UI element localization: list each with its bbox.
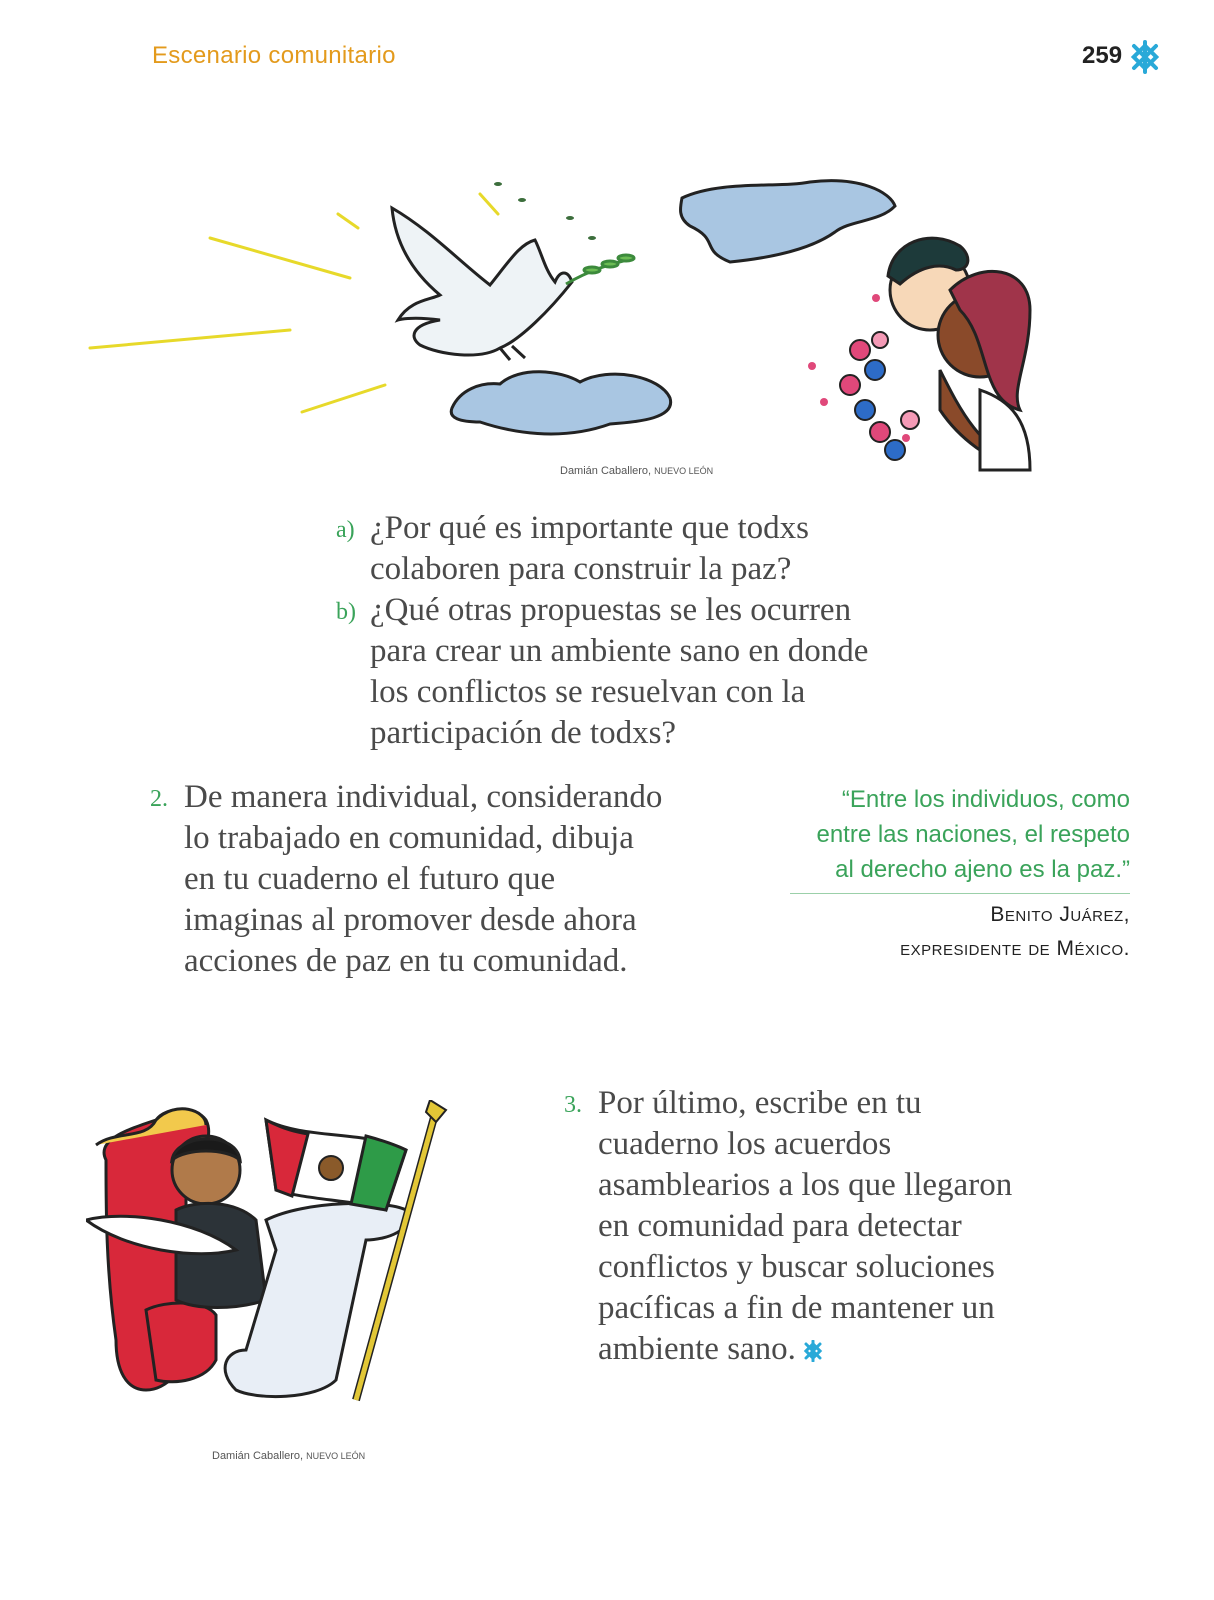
quote-box	[790, 782, 1130, 966]
activity-3: 3. Por último, escribe en tu cuaderno los acuerdos asamblearios a los que llegaron en comunidad para detectar conflictos y buscar soluciones pacíficas a fin de mantener un ambiente sano.	[564, 1085, 1013, 1367]
page-number: 259	[1082, 42, 1123, 69]
children-illustration	[888, 238, 1030, 470]
activity-2-number: 2.	[150, 786, 168, 812]
question-a-label: a)	[336, 517, 355, 543]
quote-author: Benito Juárez,	[990, 903, 1130, 926]
knot-icon	[1128, 40, 1162, 74]
question-b: b) ¿Qué otras propuestas se les ocurren para crear un ambiente sano en donde los conflictos se resuelvan con la participación de todxs?	[336, 592, 869, 751]
image-credit: Damián Caballero, NUEVO LEÓN	[212, 1450, 366, 1462]
juarez-illustration	[86, 1100, 466, 1420]
cloud-icon	[451, 372, 670, 434]
section-title: Escenario comunitario	[152, 42, 396, 69]
quote-author-role: expresidente de México.	[900, 937, 1130, 960]
activity-3-number: 3.	[564, 1092, 582, 1118]
question-a: a) ¿Por qué es importante que todxs colaboren para construir la paz?	[336, 510, 809, 587]
cloud-icon	[680, 181, 895, 262]
image-credit: Damián Caballero, NUEVO LEÓN	[560, 465, 714, 477]
quote-line: al derecho ajeno es la paz.”	[835, 856, 1130, 883]
peace-illustration	[80, 170, 1050, 480]
knot-icon	[802, 1340, 824, 1362]
quote-divider	[790, 893, 1130, 894]
dove-icon	[392, 208, 572, 360]
question-b-label: b)	[336, 599, 356, 625]
quote-line: entre las naciones, el respeto	[816, 821, 1130, 848]
quote-line: “Entre los individuos, como	[841, 786, 1130, 813]
activity-2: 2. De manera individual, considerando lo trabajado en comunidad, dibuja en tu cuaderno el futuro que imaginas al promover desde ahora acciones de paz en tu comunidad.	[150, 779, 663, 979]
